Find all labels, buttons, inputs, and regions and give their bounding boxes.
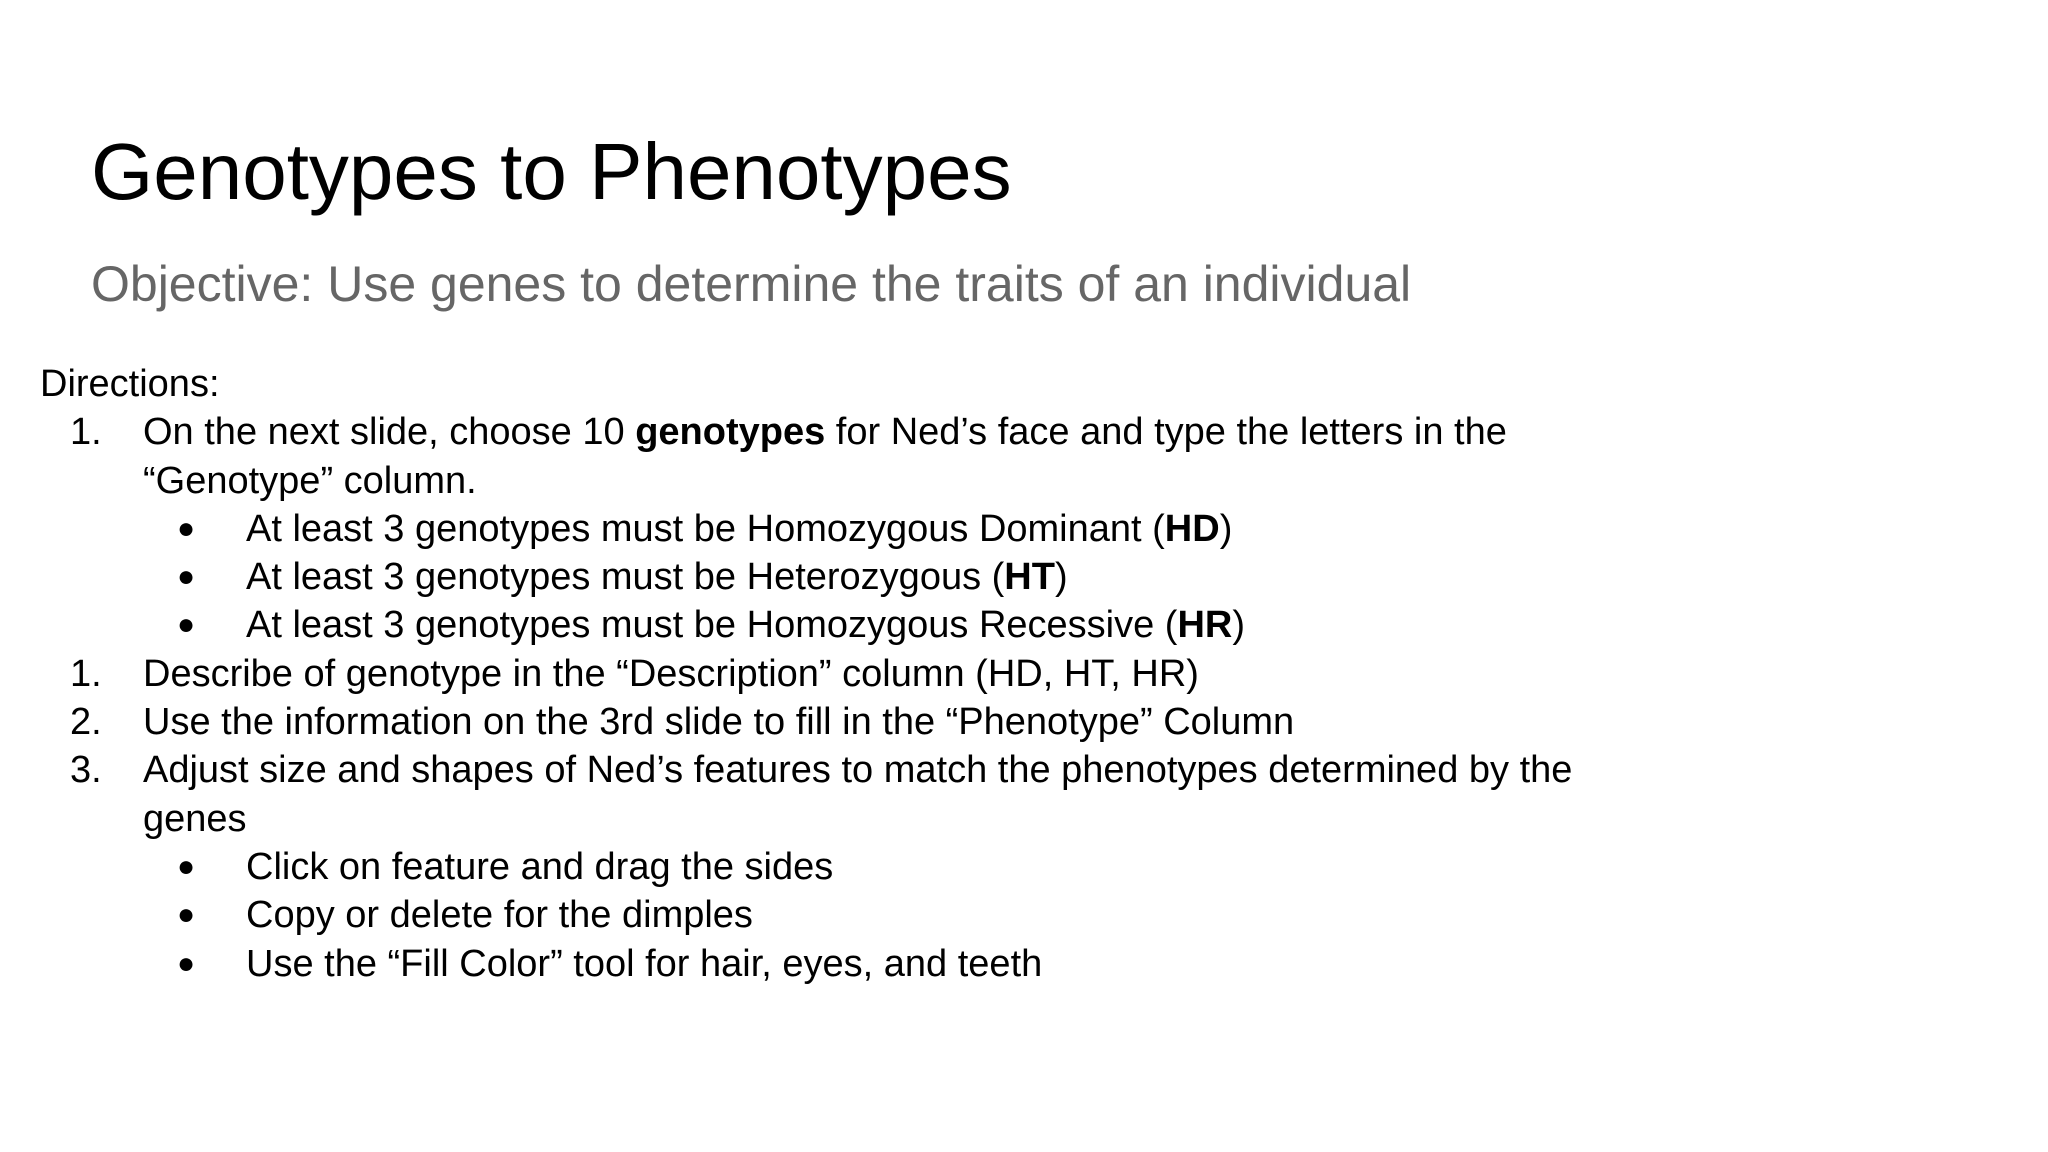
bold-text: HR (1177, 604, 1233, 647)
list-item-continuation (40, 795, 1720, 843)
bullet-item (40, 843, 1720, 891)
bullet-item (40, 940, 1720, 988)
list-item-step-2 (40, 650, 1720, 698)
list-item-text: “Genotype” column. (143, 459, 477, 502)
text-run: ) (1054, 556, 1068, 599)
bullet-text (40, 601, 1720, 649)
text-run: ) (1232, 604, 1245, 647)
bullet-text: Use the “Fill Color” tool for hair, eyes, and teeth (246, 942, 1043, 985)
directions-block (40, 360, 1720, 988)
list-item-step-4 (40, 746, 1720, 794)
list-item-step-1 (40, 408, 1720, 456)
bullet-text (40, 553, 1720, 601)
directions-label: Directions: (40, 363, 220, 405)
list-item-text: Adjust size and shapes of Ned’s features to match the phenotypes determined by the (143, 749, 1573, 792)
bullet-item (40, 505, 1720, 553)
bullet-text: Click on feature and drag the sides (246, 845, 834, 888)
list-item-text: Describe of genotype in the “Description” column (HD, HT, HR) (143, 652, 1199, 695)
slide-subtitle: Objective: Use genes to determine the traits of an individual (91, 256, 1412, 312)
bullet-item (40, 601, 1720, 649)
bullet-text: Copy or delete for the dimples (246, 894, 753, 937)
bullet-icon: ● (177, 560, 196, 594)
bullet-text (40, 505, 1720, 553)
text-run: At least 3 genotypes must be Homozygous Recessive ( (246, 604, 1178, 647)
bullet-icon: ● (177, 898, 196, 932)
bullet-icon: ● (177, 511, 196, 545)
bullet-icon: ● (177, 608, 196, 642)
bold-text: HT (1004, 556, 1055, 599)
bold-text: genotypes (635, 411, 826, 454)
text-run: At least 3 genotypes must be Heterozygous ( (246, 556, 1005, 599)
list-item-step-3 (40, 698, 1720, 746)
bold-text: HD (1164, 507, 1220, 550)
list-number: 1. (70, 411, 102, 454)
bullet-icon: ● (177, 946, 196, 980)
text-run: for Ned’s face and type the letters in the (825, 411, 1507, 454)
text-run: At least 3 genotypes must be Homozygous Dominant ( (246, 507, 1165, 550)
list-number: 2. (70, 701, 102, 744)
list-number: 3. (70, 749, 102, 792)
bullet-icon: ● (177, 849, 196, 883)
slide-title: Genotypes to Phenotypes (91, 127, 1012, 216)
list-item-text (40, 408, 1720, 456)
list-item-continuation (40, 457, 1720, 505)
text-run: On the next slide, choose 10 (143, 411, 636, 454)
list-number: 1. (70, 652, 102, 695)
bullet-item (40, 553, 1720, 601)
list-item-text: Use the information on the 3rd slide to fill in the “Phenotype” Column (143, 701, 1295, 744)
text-run: ) (1219, 507, 1233, 550)
list-item-text: genes (143, 797, 247, 840)
bullet-item (40, 891, 1720, 939)
